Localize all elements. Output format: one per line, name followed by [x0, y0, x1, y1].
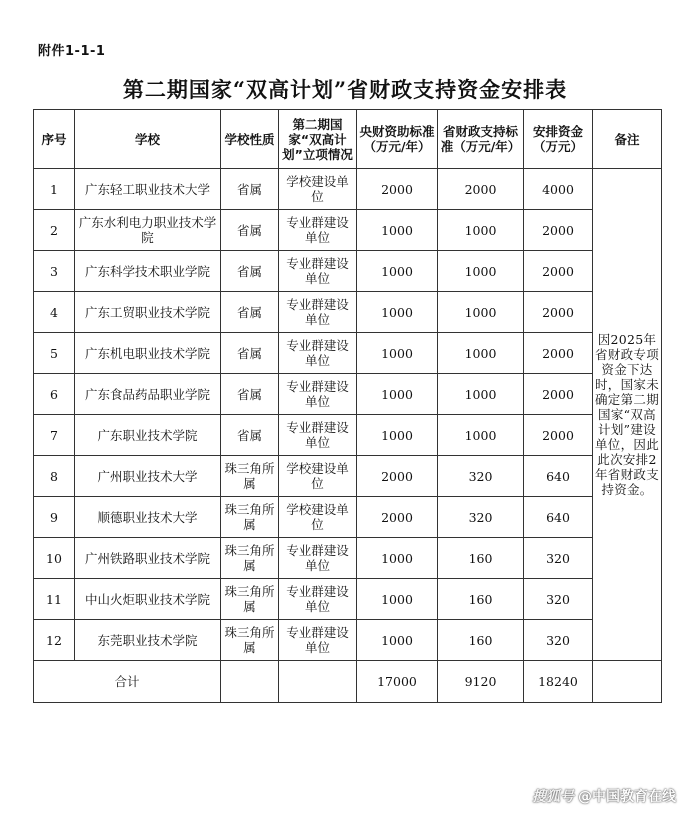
cell-provincial: 1000: [438, 292, 524, 333]
cell-index: 1: [34, 169, 75, 210]
total-nature-empty: [221, 661, 279, 703]
cell-provincial: 320: [438, 497, 524, 538]
cell-index: 7: [34, 415, 75, 456]
table-row: [34, 456, 662, 497]
cell-central: 1000: [357, 292, 438, 333]
cell-index: 11: [34, 579, 75, 620]
cell-funding: 2000: [524, 333, 593, 374]
cell-provincial: 2000: [438, 169, 524, 210]
cell-project: 专业群建设单位: [279, 374, 357, 415]
cell-project: 学校建设单位: [279, 497, 357, 538]
cell-nature: 珠三角所属: [221, 579, 279, 620]
cell-funding: 2000: [524, 374, 593, 415]
cell-index: 6: [34, 374, 75, 415]
cell-school: 广州职业技术大学: [75, 456, 221, 497]
cell-nature: 省属: [221, 415, 279, 456]
cell-nature: 省属: [221, 251, 279, 292]
attachment-label: 附件1-1-1: [38, 44, 106, 59]
table-row: [34, 579, 662, 620]
cell-project: 学校建设单位: [279, 456, 357, 497]
cell-project: 专业群建设单位: [279, 620, 357, 661]
cell-project: 专业群建设单位: [279, 579, 357, 620]
cell-central: 1000: [357, 333, 438, 374]
cell-school: 广东轻工职业技术大学: [75, 169, 221, 210]
cell-provincial: 1000: [438, 210, 524, 251]
cell-central: 2000: [357, 456, 438, 497]
cell-central: 1000: [357, 374, 438, 415]
cell-school: 东莞职业技术学院: [75, 620, 221, 661]
cell-central: 1000: [357, 251, 438, 292]
cell-nature: 省属: [221, 210, 279, 251]
cell-index: 2: [34, 210, 75, 251]
table-row: [34, 333, 662, 374]
total-funding: 18240: [524, 661, 593, 703]
cell-project: 学校建设单位: [279, 169, 357, 210]
cell-funding: 640: [524, 497, 593, 538]
cell-provincial: 160: [438, 620, 524, 661]
col-header-funding: 安排资金（万元）: [524, 110, 593, 169]
total-project-empty: [279, 661, 357, 703]
cell-project: 专业群建设单位: [279, 210, 357, 251]
watermark: [532, 786, 676, 806]
cell-central: 2000: [357, 169, 438, 210]
cell-provincial: 1000: [438, 251, 524, 292]
cell-index: 5: [34, 333, 75, 374]
cell-central: 1000: [357, 538, 438, 579]
cell-funding: 640: [524, 456, 593, 497]
cell-project: 专业群建设单位: [279, 538, 357, 579]
cell-school: 广东工贸职业技术学院: [75, 292, 221, 333]
cell-school: 广东机电职业技术学院: [75, 333, 221, 374]
cell-funding: 320: [524, 579, 593, 620]
col-header-provincial: 省财政支持标准（万元/年）: [438, 110, 524, 169]
cell-funding: 4000: [524, 169, 593, 210]
cell-nature: 省属: [221, 374, 279, 415]
cell-project: 专业群建设单位: [279, 415, 357, 456]
table-row: [34, 169, 662, 210]
table-row: [34, 497, 662, 538]
table-row: [34, 251, 662, 292]
cell-funding: 320: [524, 538, 593, 579]
cell-provincial: 1000: [438, 415, 524, 456]
table-row: [34, 538, 662, 579]
cell-school: 广东职业技术学院: [75, 415, 221, 456]
cell-school: 顺德职业技术大学: [75, 497, 221, 538]
total-provincial: 9120: [438, 661, 524, 703]
cell-funding: 2000: [524, 415, 593, 456]
cell-central: 1000: [357, 620, 438, 661]
cell-funding: 2000: [524, 251, 593, 292]
cell-provincial: 1000: [438, 374, 524, 415]
col-header-project: 第二期国家“双高计划”立项情况: [279, 110, 357, 169]
cell-nature: 省属: [221, 333, 279, 374]
cell-nature: 省属: [221, 169, 279, 210]
col-header-index: 序号: [34, 110, 75, 169]
cell-nature: 珠三角所属: [221, 456, 279, 497]
cell-school: 广东水利电力职业技术学院: [75, 210, 221, 251]
cell-project: 专业群建设单位: [279, 292, 357, 333]
remark-cell: 因2025年省财政专项资金下达时，国家未确定第二期国家“双高计划”建设单位，因此此次安排2年省财政支持资金。: [593, 169, 662, 661]
col-header-remark: 备注: [593, 110, 662, 169]
cell-school: 中山火炬职业技术学院: [75, 579, 221, 620]
table-row: [34, 415, 662, 456]
cell-central: 1000: [357, 415, 438, 456]
cell-central: 1000: [357, 210, 438, 251]
cell-index: 8: [34, 456, 75, 497]
cell-school: 广东科学技术职业学院: [75, 251, 221, 292]
page-title: 第二期国家“双高计划”省财政支持资金安排表: [122, 77, 568, 102]
cell-funding: 2000: [524, 292, 593, 333]
cell-index: 9: [34, 497, 75, 538]
cell-school: 广东食品药品职业学院: [75, 374, 221, 415]
table-row: [34, 374, 662, 415]
cell-index: 12: [34, 620, 75, 661]
cell-provincial: 320: [438, 456, 524, 497]
cell-nature: 省属: [221, 292, 279, 333]
col-header-central: 央财资助标准（万元/年）: [357, 110, 438, 169]
cell-school: 广州铁路职业技术学院: [75, 538, 221, 579]
cell-index: 4: [34, 292, 75, 333]
header-row: [34, 110, 662, 169]
total-label: 合计: [34, 661, 221, 703]
watermark-brand: 搜狐号: [532, 789, 574, 805]
table-row: [34, 620, 662, 661]
table-row: [34, 292, 662, 333]
cell-provincial: 160: [438, 538, 524, 579]
cell-central: 1000: [357, 579, 438, 620]
funding-table: [33, 109, 662, 703]
col-header-nature: 学校性质: [221, 110, 279, 169]
cell-funding: 320: [524, 620, 593, 661]
cell-index: 10: [34, 538, 75, 579]
cell-index: 3: [34, 251, 75, 292]
cell-provincial: 160: [438, 579, 524, 620]
cell-project: 专业群建设单位: [279, 251, 357, 292]
col-header-school: 学校: [75, 110, 221, 169]
total-remark-empty: [593, 661, 662, 703]
cell-provincial: 1000: [438, 333, 524, 374]
table-row: [34, 210, 662, 251]
cell-funding: 2000: [524, 210, 593, 251]
cell-project: 专业群建设单位: [279, 333, 357, 374]
watermark-text: @中国教育在线: [578, 789, 676, 805]
cell-nature: 珠三角所属: [221, 497, 279, 538]
total-central: 17000: [357, 661, 438, 703]
cell-central: 2000: [357, 497, 438, 538]
total-row: [34, 661, 662, 703]
cell-nature: 珠三角所属: [221, 538, 279, 579]
cell-nature: 珠三角所属: [221, 620, 279, 661]
